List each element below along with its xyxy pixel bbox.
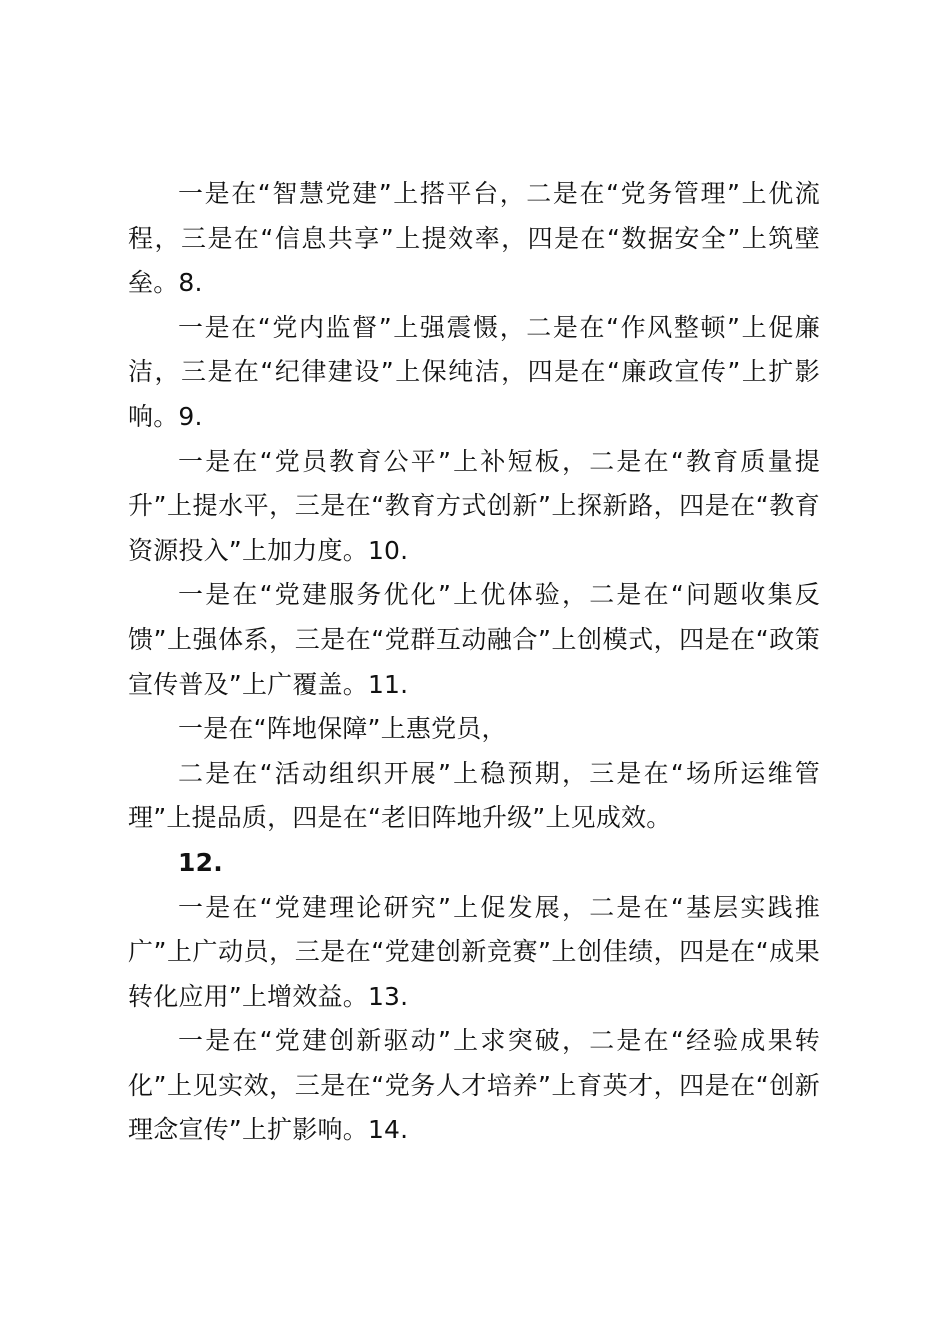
paragraph-item-8: 一是在“智慧党建”上搭平台，二是在“党务管理”上优流程，三是在“信息共享”上提效率，四是在“数据安全”上筑壁垒。8. (128, 179, 820, 298)
section-number-12: 12. (178, 847, 223, 877)
paragraph-item-14: 一是在“党建创新驱动”上求突破，二是在“经验成果转化”上见实效，三是在“党务人才培养”上育英才，四是在“创新理念宣传”上扩影响。14. (128, 1026, 820, 1145)
paragraph-item-13: 一是在“党建理论研究”上促发展，二是在“基层实践推广”上广动员，三是在“党建创新竞赛”上创佳绩，四是在“成果转化应用”上增效益。13. (128, 892, 820, 1011)
paragraph-item-11: 一是在“党建服务优化”上优体验，二是在“问题收集反馈”上强体系，三是在“党群互动融合”上创模式，四是在“政策宣传普及”上广覆盖。11. (128, 580, 820, 699)
document-body (128, 172, 820, 1153)
paragraph-item-9: 一是在“党内监督”上强震慑，二是在“作风整顿”上促廉洁，三是在“纪律建设”上保纯洁，四是在“廉政宣传”上扩影响。9. (128, 312, 820, 431)
paragraph-item-12-part-2: 二是在“活动组织开展”上稳预期，三是在“场所运维管理”上提品质，四是在“老旧阵地升级”上见成效。 (128, 758, 820, 833)
paragraph-item-10: 一是在“党员教育公平”上补短板，二是在“教育质量提升”上提水平，三是在“教育方式创新”上探新路，四是在“教育资源投入”上加力度。10. (128, 446, 820, 565)
paragraph-item-12-part-1: 一是在“阵地保障”上惠党员， (178, 714, 507, 744)
